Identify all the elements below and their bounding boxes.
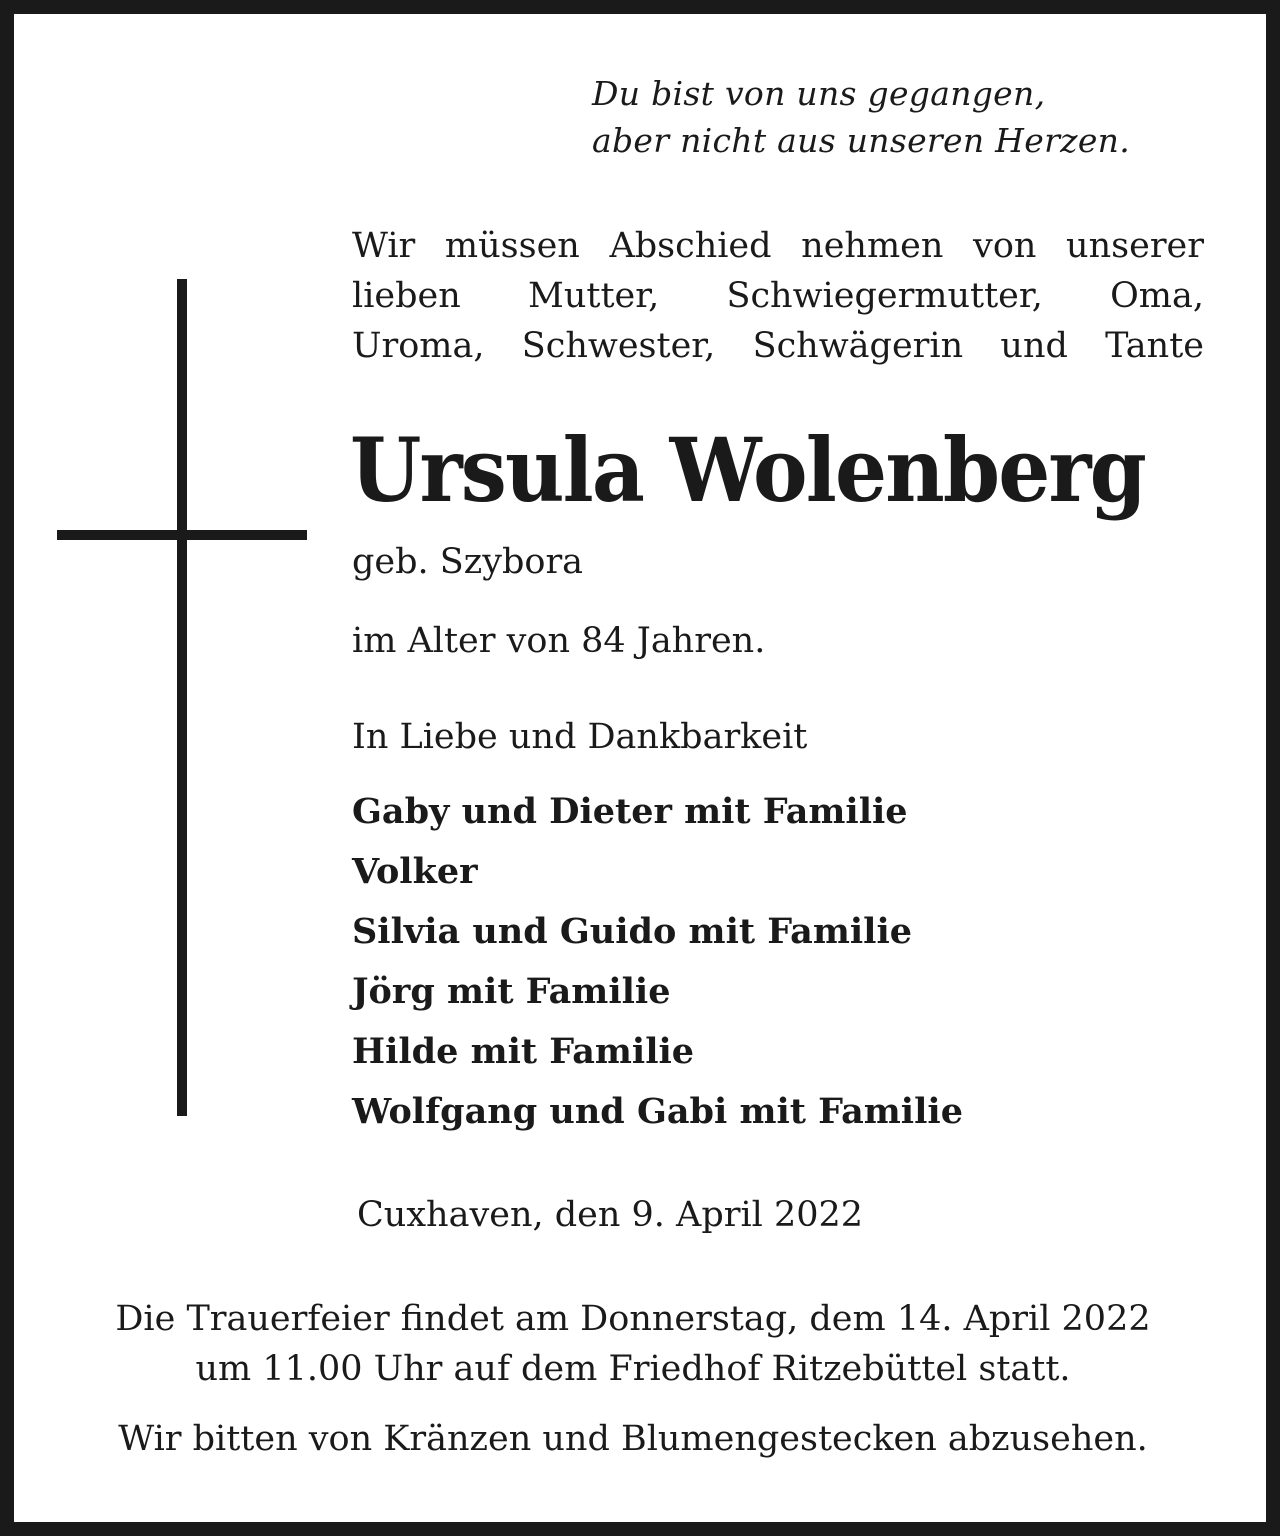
intro-line-1: Wir müssen Abschied nehmen von unserer [352, 226, 1204, 266]
mourner-item: Volker [352, 851, 478, 892]
birth-name: geb. Szybora [352, 542, 584, 582]
cross-horizontal-bar [57, 530, 307, 540]
service-line-2: um 11.00 Uhr auf dem Friedhof Ritzebüttel statt. [195, 1349, 1071, 1389]
funeral-service-info [30, 1294, 1236, 1394]
intro-line-3: Uroma, Schwester, Schwägerin und Tante [352, 326, 1204, 366]
motto-line-2: aber nicht aus unseren Herzen. [592, 121, 1130, 160]
mourner-item: Gaby und Dieter mit Familie [352, 791, 908, 832]
service-line-1: Die Trauerfeier findet am Donnerstag, dem 14. April 2022 [115, 1299, 1151, 1339]
mourner-item: Jörg mit Familie [352, 971, 671, 1012]
cross-vertical-bar [177, 279, 187, 1116]
motto-line-1: Du bist von uns gegangen, [592, 74, 1046, 113]
mourner-item: Wolfgang und Gabi mit Familie [352, 1091, 963, 1132]
place-date: Cuxhaven, den 9. April 2022 [357, 1195, 864, 1235]
deceased-name: Ursula Wolenberg [350, 418, 1146, 522]
mourner-item: Hilde mit Familie [352, 1031, 695, 1072]
mourners-list [352, 782, 963, 1142]
closing-phrase: In Liebe und Dankbarkeit [352, 717, 808, 757]
flowers-note: Wir bitten von Kränzen und Blumengestecken abzusehen. [118, 1419, 1148, 1459]
mourner-item: Silvia und Guido mit Familie [352, 911, 913, 952]
intro-line-2: lieben Mutter, Schwiegermutter, Oma, [352, 276, 1204, 316]
motto-verse [592, 70, 1130, 164]
age-text: im Alter von 84 Jahren. [352, 621, 766, 661]
intro-text [352, 221, 1204, 371]
